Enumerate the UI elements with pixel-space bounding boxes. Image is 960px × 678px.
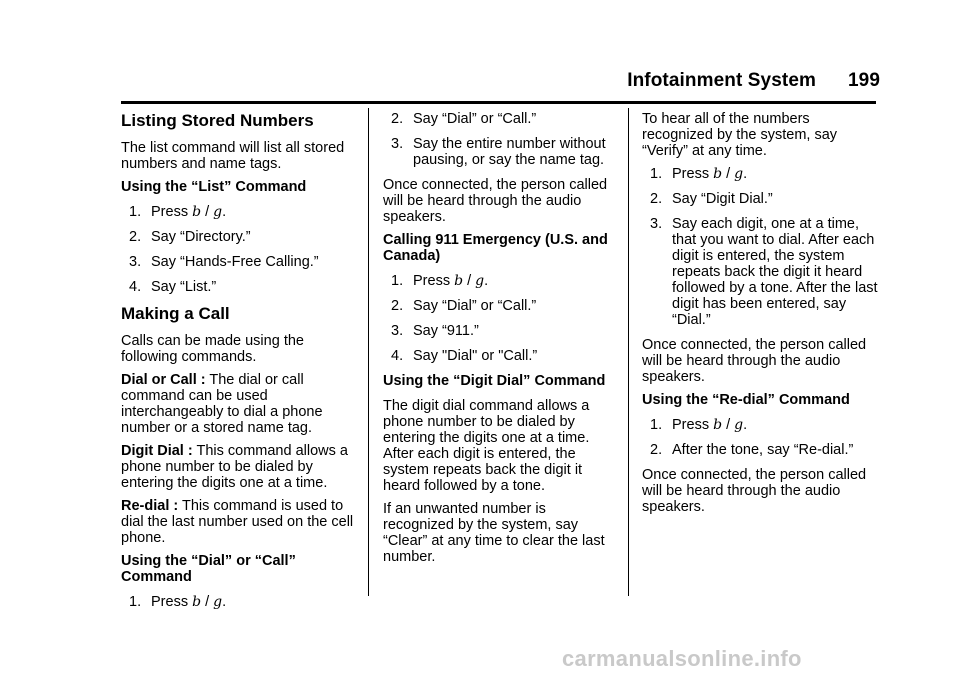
voice-recognition-icon: g — [734, 417, 744, 433]
step-number: 4. — [129, 279, 142, 295]
separator: / — [467, 273, 472, 289]
paragraph: To hear all of the numbers recognized by the system, say “Verify” at any time. — [642, 111, 838, 159]
step-number: 3. — [391, 136, 404, 152]
column-1 — [121, 111, 356, 619]
step-number: 1. — [650, 417, 663, 433]
list-item — [642, 216, 882, 328]
list-item — [383, 111, 613, 127]
definition-digit-dial — [121, 443, 356, 491]
step-text: Say “Directory.” — [151, 229, 251, 245]
paragraph: The digit dial command allows a phone number to be dialed by entering the digits one at a time. After each digit is entered, the system repeats back the digit it heard followed by a tone. — [383, 398, 590, 494]
subheading-re-dial: Using the “Re-dial” Command — [642, 392, 850, 408]
subheading-list-command: Using the “List” Command — [121, 179, 307, 195]
list-item — [383, 273, 613, 289]
step-text: Say the entire number without pausing, or say the name tag. — [413, 136, 606, 168]
step-text: Say “Dial” or “Call.” — [413, 298, 537, 314]
list-item — [383, 323, 613, 339]
column-2 — [383, 111, 613, 572]
push-to-talk-icon: b — [713, 166, 723, 182]
paragraph: Calls can be made using the following commands. — [121, 333, 304, 365]
separator: / — [205, 204, 210, 220]
step-number: 1. — [129, 204, 142, 220]
subheading-dial-command: Using the “Dial” or “Call” Command — [121, 553, 296, 585]
voice-recognition-icon: g — [213, 594, 223, 610]
separator: / — [726, 417, 731, 433]
definition-re-dial — [121, 498, 356, 546]
list-item — [383, 136, 613, 168]
list-item — [642, 442, 882, 458]
list-item — [121, 204, 356, 220]
step-text: Press — [672, 417, 710, 433]
dial-command-steps — [121, 594, 356, 610]
column-3 — [642, 111, 882, 522]
push-to-talk-icon: b — [713, 417, 723, 433]
step-text: Press — [151, 594, 189, 610]
step-text: Say “Digit Dial.” — [672, 191, 773, 207]
step-text: Press — [413, 273, 451, 289]
term: Digit Dial : — [121, 443, 193, 459]
step-text: Say each digit, one at a time, that you want to dial. After each digit is entered, the system repeats back the digit it heard followed by a tone. After the last digit has been entered, say “Dial.” — [672, 216, 878, 328]
page-header — [592, 70, 880, 92]
subheading-digit-dial: Using the “Digit Dial” Command — [383, 373, 606, 389]
section-title: Infotainment System — [627, 70, 816, 91]
step-text: Press — [151, 204, 189, 220]
step-number: 1. — [391, 273, 404, 289]
column-divider — [368, 108, 369, 596]
list-item — [383, 348, 613, 364]
list-item — [642, 166, 882, 182]
step-number: 2. — [391, 298, 404, 314]
list-item — [121, 279, 356, 295]
step-text: Say “List.” — [151, 279, 217, 295]
list-command-steps — [121, 204, 356, 295]
voice-recognition-icon: g — [734, 166, 744, 182]
voice-recognition-icon: g — [213, 204, 223, 220]
step-text: Say “Dial” or “Call.” — [413, 111, 537, 127]
page-number: 199 — [847, 70, 880, 91]
emergency-steps — [383, 273, 613, 364]
period: . — [743, 417, 748, 433]
push-to-talk-icon: b — [192, 594, 202, 610]
step-text: After the tone, say “Re-dial.” — [672, 442, 854, 458]
step-number: 1. — [129, 594, 142, 610]
list-item — [121, 594, 356, 610]
period: . — [484, 273, 489, 289]
list-item — [642, 417, 882, 433]
period: . — [743, 166, 748, 182]
step-number: 3. — [650, 216, 663, 232]
list-item — [121, 254, 356, 270]
push-to-talk-icon: b — [192, 204, 202, 220]
definition-text: This command allows a phone number to be dialed by entering the digits one at a time. — [121, 443, 348, 491]
re-dial-steps — [642, 417, 882, 458]
paragraph: The list command will list all stored numbers and name tags. — [121, 140, 345, 172]
separator: / — [726, 166, 731, 182]
subheading-911: Calling 911 Emergency (U.S. and Canada) — [383, 232, 608, 264]
step-number: 1. — [650, 166, 663, 182]
watermark: carmanualsonline.info — [562, 646, 802, 671]
step-number: 2. — [650, 191, 663, 207]
period: . — [222, 204, 227, 220]
definition-dial-or-call — [121, 372, 356, 436]
step-text: Say "Dial" or "Call.” — [413, 348, 538, 364]
separator: / — [205, 594, 210, 610]
step-number: 2. — [391, 111, 404, 127]
list-item — [383, 298, 613, 314]
heading-listing-stored-numbers: Listing Stored Numbers — [121, 111, 314, 130]
step-text: Say “Hands-Free Calling.” — [151, 254, 319, 270]
term: Re-dial : — [121, 498, 179, 514]
paragraph: Once connected, the person called will be heard through the audio speakers. — [642, 467, 867, 515]
step-text: Say “911.” — [413, 323, 479, 339]
step-text: Press — [672, 166, 710, 182]
definition-text: The dial or call command can be used interchangeably to dial a phone number or a stored name tag. — [121, 372, 323, 436]
header-rule — [121, 101, 876, 104]
step-number: 4. — [391, 348, 404, 364]
voice-recognition-icon: g — [475, 273, 485, 289]
push-to-talk-icon: b — [454, 273, 464, 289]
paragraph: Once connected, the person called will be heard through the audio speakers. — [642, 337, 867, 385]
column-divider — [628, 108, 629, 596]
dial-command-steps-continued — [383, 111, 613, 168]
step-number: 3. — [129, 254, 142, 270]
step-number: 3. — [391, 323, 404, 339]
paragraph: If an unwanted number is recognized by the system, say “Clear” at any time to clear the last number. — [383, 501, 605, 565]
list-item — [642, 191, 882, 207]
digit-dial-steps — [642, 166, 882, 328]
period: . — [222, 594, 227, 610]
definition-text: This command is used to dial the last number used on the cell phone. — [121, 498, 354, 546]
term: Dial or Call : — [121, 372, 206, 388]
heading-making-a-call: Making a Call — [121, 304, 230, 323]
list-item — [121, 229, 356, 245]
step-number: 2. — [129, 229, 142, 245]
step-number: 2. — [650, 442, 663, 458]
paragraph: Once connected, the person called will be heard through the audio speakers. — [383, 177, 608, 225]
